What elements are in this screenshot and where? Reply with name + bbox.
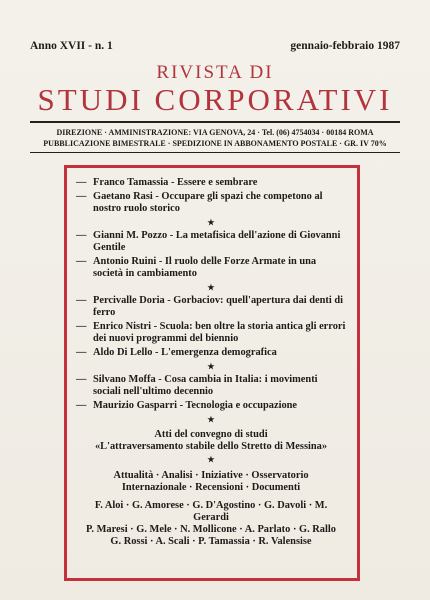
dash-mark: — bbox=[76, 191, 87, 202]
entry-text: Silvano Moffa - Cosa cambia in Italia: i movimenti sociali nell'ultimo decennio bbox=[93, 374, 318, 397]
star-separator-icon: ★ bbox=[207, 362, 215, 371]
dash-mark: — bbox=[76, 347, 87, 358]
dash-mark: — bbox=[76, 321, 87, 332]
conference-proceedings bbox=[76, 429, 346, 453]
contents-entry bbox=[76, 256, 346, 280]
star-separator-icon: ★ bbox=[207, 218, 215, 227]
conference-line-1: Atti del convegno di studi bbox=[154, 429, 268, 440]
entry-text: Aldo Di Lello - L'emergenza demografica bbox=[93, 347, 277, 358]
dash-mark: — bbox=[76, 177, 87, 188]
contributors-list bbox=[76, 500, 346, 548]
contents-entry bbox=[76, 177, 346, 189]
contributors-line: F. Aloi · G. Amorese · G. D'Agostino · G. Davoli · M. Gerardi bbox=[94, 500, 328, 523]
entry-text: Percivalle Doria - Gorbaciov: quell'apertura dai denti di ferro bbox=[93, 295, 344, 318]
entry-text: Enrico Nistri - Scuola: ben oltre la storia antica gli errori dei nuovi programmi del biennio bbox=[93, 321, 346, 344]
entry-text: Antonio Ruini - Il ruolo delle Forze Armate in una società in cambiamento bbox=[93, 256, 317, 279]
dash-mark: — bbox=[76, 230, 87, 241]
publication-info-line-1: DIREZIONE · AMMINISTRAZIONE: VIA GENOVA, 24 · Tel. (06) 4754034 · 00184 ROMA bbox=[56, 128, 374, 137]
section-list-line-2: Internazionale · Recensioni · Documenti bbox=[121, 482, 301, 493]
issue-header bbox=[30, 40, 400, 52]
publication-info-line-2: PUBBLICAZIONE BIMESTRALE · SPEDIZIONE IN ABBONAMENTO POSTALE · GR. IV 70% bbox=[43, 139, 387, 148]
contents-entry bbox=[76, 295, 346, 319]
dash-mark: — bbox=[76, 400, 87, 411]
contents-entry bbox=[76, 321, 346, 345]
dash-mark: — bbox=[76, 256, 87, 267]
section-list-line-1: Attualità · Analisi · Iniziative · Osservatorio bbox=[113, 470, 309, 481]
conference-line-2: «L'attraversamento stabile dello Stretto di Messina» bbox=[94, 441, 328, 452]
masthead-title: STUDI CORPORATIVI bbox=[37, 82, 393, 117]
issue-date: gennaio-febbraio 1987 bbox=[290, 40, 400, 52]
section-list bbox=[76, 470, 346, 494]
divider-bottom bbox=[30, 152, 400, 153]
entry-text: Franco Tamassia - Essere e sembrare bbox=[93, 177, 258, 188]
contents-entry bbox=[76, 347, 346, 359]
table-of-contents bbox=[76, 177, 346, 548]
contents-entry bbox=[76, 191, 346, 215]
contributors-line: P. Maresi · G. Mele · N. Mollicone · A. Parlato · G. Rallo bbox=[86, 524, 336, 535]
publication-info bbox=[30, 127, 400, 149]
entry-text: Gaetano Rasi - Occupare gli spazi che competono al nostro ruolo storico bbox=[93, 191, 323, 214]
entry-text: Gianni M. Pozzo - La metafisica dell'azione di Giovanni Gentile bbox=[93, 230, 341, 253]
star-separator-icon: ★ bbox=[207, 283, 215, 292]
contributors-line: G. Rossi · A. Scali · P. Tamassia · R. Valensise bbox=[110, 536, 312, 547]
entry-text: Maurizio Gasparri - Tecnologia e occupazione bbox=[93, 400, 298, 411]
issue-number: Anno XVII - n. 1 bbox=[30, 40, 113, 52]
star-separator-icon: ★ bbox=[207, 455, 215, 464]
contents-entry bbox=[76, 230, 346, 254]
dash-mark: — bbox=[76, 295, 87, 306]
contents-entry bbox=[76, 400, 346, 412]
divider-top bbox=[30, 121, 400, 123]
masthead-line-1: RIVISTA DI bbox=[156, 62, 274, 83]
star-separator-icon: ★ bbox=[207, 415, 215, 424]
dash-mark: — bbox=[76, 374, 87, 385]
contents-entry bbox=[76, 374, 346, 398]
